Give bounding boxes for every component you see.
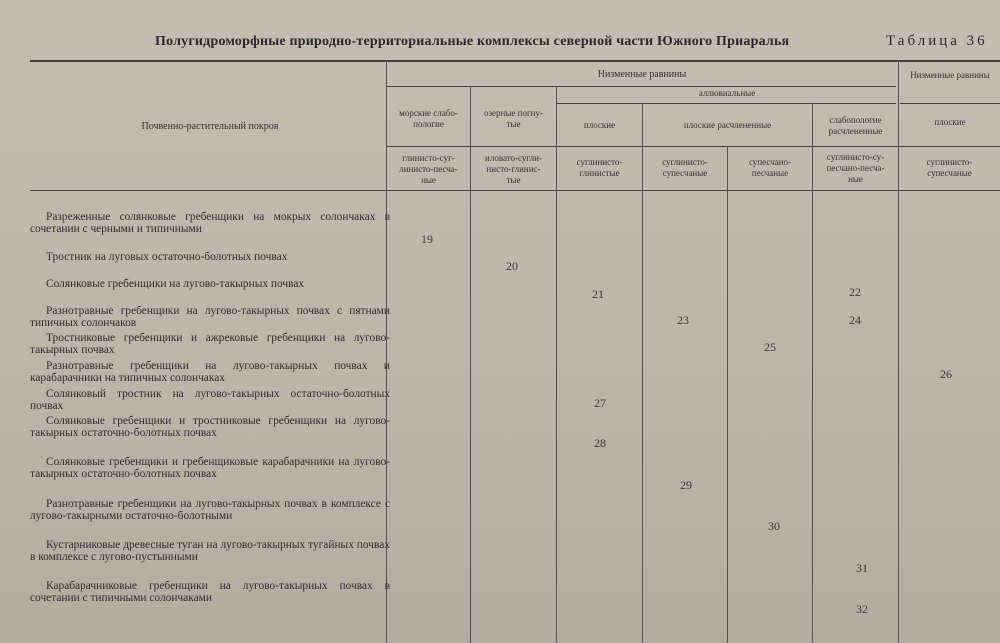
header-marine-slopes: морские слабо- пологие bbox=[399, 108, 458, 129]
header-elevated-flat: плоские bbox=[934, 117, 966, 127]
complex-number: 19 bbox=[421, 232, 433, 246]
lithology-3: суглинисто- глинистые bbox=[576, 157, 623, 178]
complex-number: 22 bbox=[849, 285, 861, 299]
complex-number: 28 bbox=[594, 436, 606, 450]
row-description: Разнотравные гребенщики на лугово-такырных почвах и карабарачники на типичных солончаках bbox=[30, 360, 390, 385]
table-title: Полугидроморфные природно-территориальные комплексы северной части Южного Приаралья bbox=[155, 34, 790, 49]
header-flat-dissected: плоские расчлененные bbox=[683, 120, 772, 130]
lithology-5: супесчано- песчаные bbox=[748, 157, 792, 178]
header-elevated-plains: Низменные равнины bbox=[910, 70, 990, 80]
col-divider-7 bbox=[898, 60, 899, 643]
row-description: Разнотравные гребенщики на лугово-такырных почвах с пятнами типичных солончаков bbox=[30, 305, 390, 330]
complex-number: 31 bbox=[856, 561, 868, 575]
rule-elevated bbox=[900, 103, 1000, 104]
complex-number: 26 bbox=[940, 367, 952, 381]
header-lake-slopes: озерные погну- тые bbox=[484, 108, 543, 129]
header-gentle-dissected: слабопологие расчлененные bbox=[828, 115, 883, 136]
row-description: Разреженные солянковые гребенщики на мокрых солончаках в сочетании с черными и типичными bbox=[30, 211, 390, 236]
top-rule bbox=[30, 60, 1000, 62]
col-divider-5 bbox=[727, 146, 728, 643]
rule-subheader bbox=[386, 146, 1000, 147]
lithology-2: иловато-сугли- нисто-глинис- тые bbox=[485, 153, 542, 185]
header-lowland-plains: Низменные равнины bbox=[597, 69, 687, 80]
lithology-7: суглинисто- супесчаные bbox=[926, 157, 973, 178]
row-description: Солянковый тростник на лугово-такырных остаточно-болотных почвах bbox=[30, 388, 390, 413]
complex-number: 20 bbox=[506, 259, 518, 273]
row-description: Солянковые гребенщики на лугово-такырных почвах bbox=[46, 278, 305, 290]
row-description: Кустарниковые древесные туган на лугово-такырных тугайных почвах в комплексе с лугово-пустынными bbox=[30, 539, 390, 564]
rule-lowland bbox=[386, 86, 896, 87]
header-flat: плоские bbox=[583, 120, 616, 130]
header-soil-cover: Почвенно-растительный покров bbox=[141, 121, 279, 132]
rule-alluvial bbox=[556, 103, 896, 104]
row-description: Разнотравные гребенщики на лугово-такырных почвах в комплексе с лугово-такырными остаточно-болотными bbox=[30, 498, 390, 523]
lithology-4: суглинисто- супесчаные bbox=[662, 157, 708, 178]
row-description: Солянковые гребенщики и гребенщиковые карабарачники на лугово-такырных остаточно-болотных почвах bbox=[30, 456, 390, 481]
complex-number: 25 bbox=[764, 340, 776, 354]
complex-number: 29 bbox=[680, 478, 692, 492]
complex-number: 32 bbox=[856, 602, 868, 616]
complex-number: 21 bbox=[592, 287, 604, 301]
table-number: Таблица 36 bbox=[886, 33, 988, 49]
row-description: Тростник на луговых остаточно-болотных почвах bbox=[46, 251, 288, 263]
complex-number: 27 bbox=[594, 396, 606, 410]
lithology-1: глинисто-суг- линисто-песча- ные bbox=[399, 153, 458, 185]
row-description: Тростниковые гребенщики и ажрековые гребенщики на лугово-такырных почвах bbox=[30, 332, 390, 357]
header-bottom-rule bbox=[30, 190, 1000, 191]
row-description: Карабарачниковые гребенщики на лугово-такырных почвах в сочетании с типичными солончаками bbox=[30, 580, 390, 605]
complex-number: 23 bbox=[677, 313, 689, 327]
complex-number: 30 bbox=[768, 519, 780, 533]
header-alluvial: аллювиальные bbox=[698, 88, 756, 98]
complex-number: 24 bbox=[849, 313, 861, 327]
row-description: Солянковые гребенщики и тростниковые гребенщики на лугово-такырных остаточно-болотных почвах bbox=[30, 415, 390, 440]
lithology-6: суглинисто-су- песчано-песча- ные bbox=[826, 152, 885, 184]
col-divider-4 bbox=[642, 103, 643, 643]
